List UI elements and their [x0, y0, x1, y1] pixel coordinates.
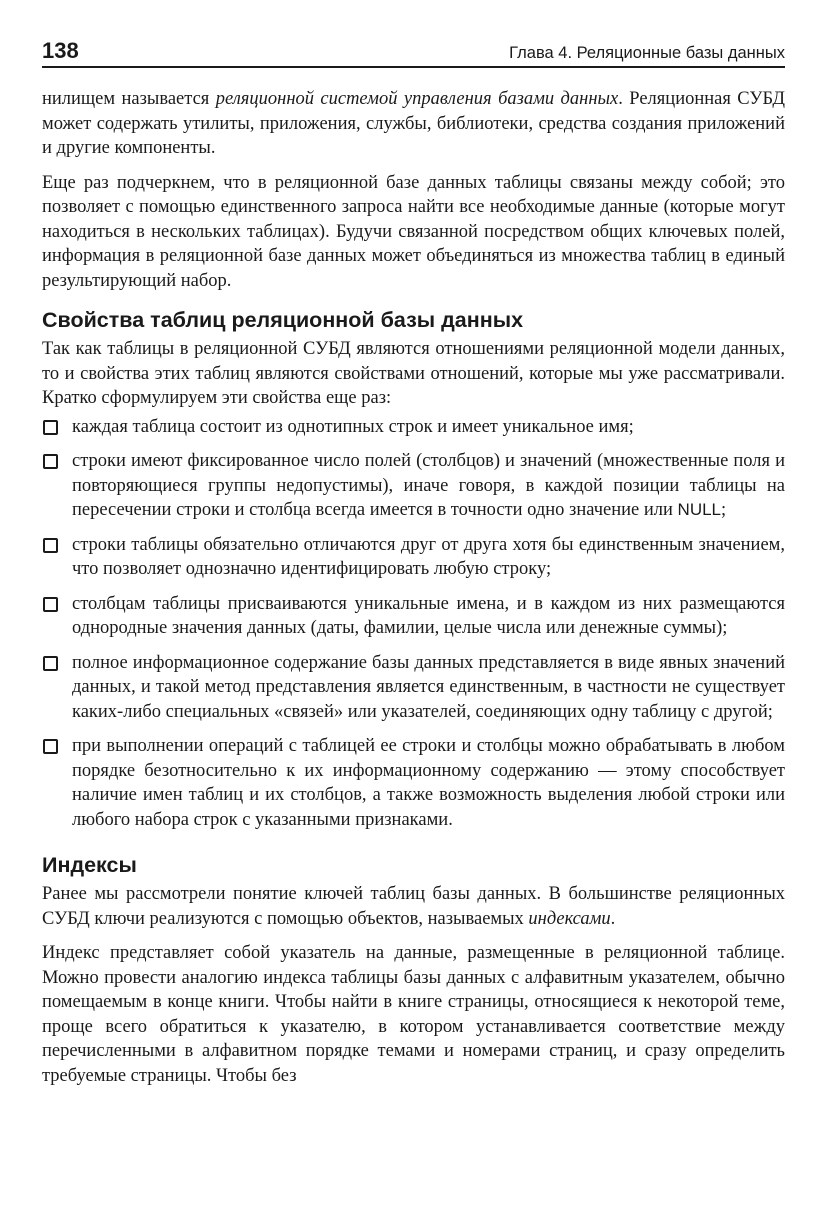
term-indexes: индексами	[528, 908, 611, 929]
null-keyword: NULL	[677, 500, 722, 519]
list-item	[42, 592, 785, 641]
paragraph-properties-intro: Так как таблицы в реляционной СУБД являются отношениями реляционной модели данных, то и свойства этих таблиц являются свойствами отношений, которые мы уже рассматривали. Кратко сформулируем эти свойства еще раз:	[42, 339, 785, 408]
list-item-text: при выполнении операций с таблицей ее строки и столбцы можно обрабатывать в любом порядке безотносительно к их информационному содержанию — этому способствует наличие имен таблиц и их столбцов, а также возможность выделения любой строки или любого набора строк с указанными признаками.	[72, 736, 785, 830]
p1-text-end: . Реляционная СУБД может содержать утилиты, приложения, службы, библиотеки, средства создания приложений и другие компоненты.	[42, 89, 786, 158]
indexes-intro-end: .	[610, 908, 616, 929]
properties-list	[42, 415, 785, 833]
list-item	[42, 651, 785, 725]
paragraph-index-analogy: Индекс представляет собой указатель на данные, размещенные в реляционной таблице. Можно провести аналогию индекса таблицы базы данных с алфавитным указателем, обычно помещаемым в конце книги. Чтобы найти в книге страницы, относящиеся к некоторой теме, проще всего обратиться к указателю, в котором устанавливается соответствие между перечисленными в алфавитном порядке темами и номерами страниц, и сразу определить требуемые страницы. Чтобы без	[42, 943, 785, 1086]
page-header	[42, 36, 785, 68]
checkbox-bullet-icon	[43, 739, 58, 754]
list-item	[42, 449, 785, 523]
chapter-title: Глава 4. Реляционные базы данных	[509, 44, 785, 62]
list-item	[42, 533, 785, 582]
list-item-text: каждая таблица состоит из однотипных строк и имеет уникальное имя;	[72, 416, 634, 437]
section-heading-indexes: Индексы	[42, 853, 137, 877]
list-item-text: столбцам таблицы присваиваются уникальные имена, и в каждом из них размещаются однородные значения данных (даты, фамилии, целые числа или денежные суммы);	[72, 593, 785, 638]
list-item-text: строки таблицы обязательно отличаются друг от друга хотя бы единственным значением, что позволяет однозначно идентифицировать любую строку;	[72, 534, 785, 579]
checkbox-bullet-icon	[43, 538, 58, 553]
page-number: 138	[42, 38, 79, 63]
paragraph-indexes-intro	[42, 882, 785, 931]
checkbox-bullet-icon	[43, 454, 58, 469]
list-item	[42, 734, 785, 832]
checkbox-bullet-icon	[43, 420, 58, 435]
p1-term-rdbms: реляционной системой управления базами данных	[215, 89, 619, 109]
list-item-text: полное информационное содержание базы данных представляется в виде явных значений данных, и такой метод представления является единственным, в частности не существует каких-либо специальных «связей» или указателей, соединяющих одну таблицу с другой;	[72, 652, 785, 722]
indexes-intro-text: Ранее мы рассмотрели понятие ключей таблиц базы данных. В большинстве реляционных СУБД ключи реализуются с помощью объектов, называемых	[42, 884, 785, 929]
list-item-text: строки имеют фиксированное число полей (столбцов) и значений (множественные поля и повторяющиеся группы недопустимы), иначе говоря, в каждой позиции таблицы на пересечении строки и столбца всегда имеется в точности одно значение или	[72, 451, 785, 520]
paragraph-rdbms-definition	[42, 87, 785, 161]
null-suffix: ;	[721, 500, 727, 520]
list-item	[42, 415, 785, 440]
p1-text-start: нилищем называется	[42, 89, 216, 109]
checkbox-bullet-icon	[43, 656, 58, 671]
checkbox-bullet-icon	[43, 597, 58, 612]
book-page	[42, 36, 785, 1088]
paragraph-table-relations: Еще раз подчеркнем, что в реляционной базе данных таблицы связаны между собой; это позволяет с помощью единственного запроса найти все необходимые данные (которые могут находиться в нескольких таблицах). Будучи связанной посредством общих ключевых полей, информация в реляционной базе данных может объединяться из множества таблиц в единый результирующий набор.	[42, 172, 785, 291]
section-heading-table-properties: Свойства таблиц реляционной базы данных	[42, 308, 524, 332]
